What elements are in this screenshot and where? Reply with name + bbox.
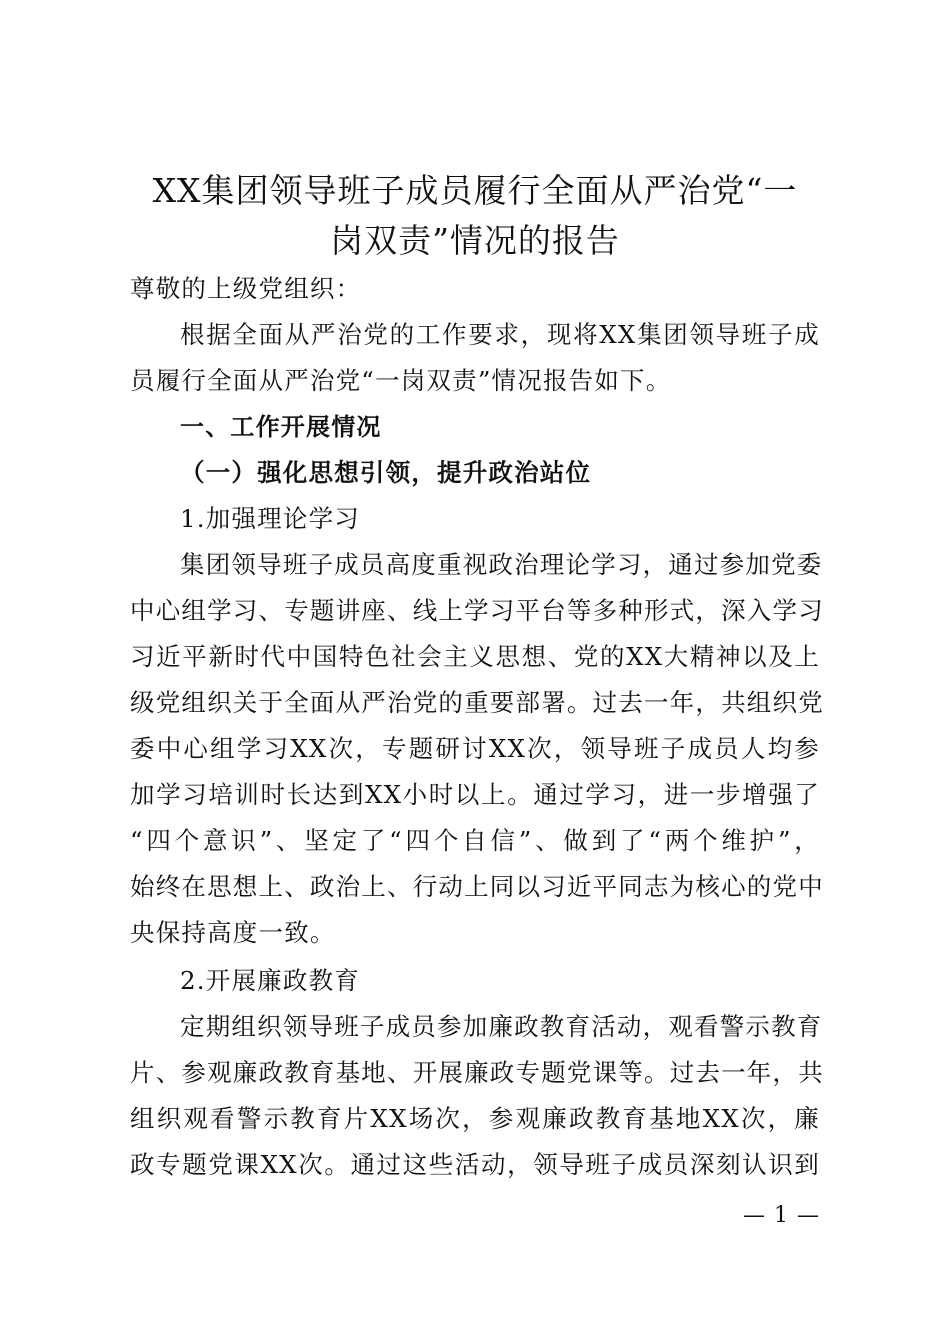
- document-title-line-1: XX集团领导班子成员履行全面从严治党“一: [152, 171, 798, 210]
- paragraph-line: 组织观看警示教育片XX场次，参观廉政教育基地XX次，廉: [130, 1104, 820, 1133]
- paragraph-line: 始终在思想上、政治上、行动上同以习近平同志为核心的党中: [130, 872, 824, 901]
- subsection-heading: （一）强化思想引领，提升政治站位: [180, 458, 592, 487]
- item-heading: 2.开展廉政教育: [180, 966, 360, 995]
- paragraph-line: 中心组学习、专题讲座、线上学习平台等多种形式，深入学习: [130, 596, 824, 625]
- paragraph-line: 片、参观廉政教育基地、开展廉政专题党课等。过去一年，共: [130, 1058, 824, 1087]
- paragraph-line: 集团领导班子成员高度重视政治理论学习，通过参加党委: [180, 550, 823, 579]
- document-title-line-2: 岗双责”情况的报告: [330, 221, 620, 260]
- salutation: 尊敬的上级党组织：: [130, 274, 362, 303]
- paragraph-line: 习近平新时代中国特色社会主义思想、党的XX大精神以及上: [130, 642, 820, 671]
- paragraph-line: 定期组织领导班子成员参加廉政教育活动，观看警示教育: [180, 1012, 823, 1041]
- page-number: — 1 —: [743, 1203, 820, 1228]
- intro-line: 员履行全面从严治党“一岗双责”情况报告如下。: [130, 366, 672, 395]
- intro-line: 根据全面从严治党的工作要求，现将XX集团领导班子成: [180, 320, 820, 349]
- paragraph-line: 级党组织关于全面从严治党的重要部署。过去一年，共组织党: [130, 688, 824, 717]
- section-heading: 一、工作开展情况: [180, 413, 382, 441]
- paragraph-line: 委中心组学习XX次，专题研讨XX次，领导班子成员人均参: [130, 734, 820, 763]
- paragraph-line: 政专题党课XX次。通过这些活动，领导班子成员深刻认识到: [130, 1150, 820, 1179]
- paragraph-line: 央保持高度一致。: [130, 918, 336, 947]
- paragraph-line: 加学习培训时长达到XX小时以上。通过学习，进一步增强了: [130, 780, 820, 809]
- paragraph-line: “四个意识”、坚定了“四个自信”、做到了“两个维护”，: [130, 826, 820, 855]
- item-heading: 1.加强理论学习: [180, 504, 360, 533]
